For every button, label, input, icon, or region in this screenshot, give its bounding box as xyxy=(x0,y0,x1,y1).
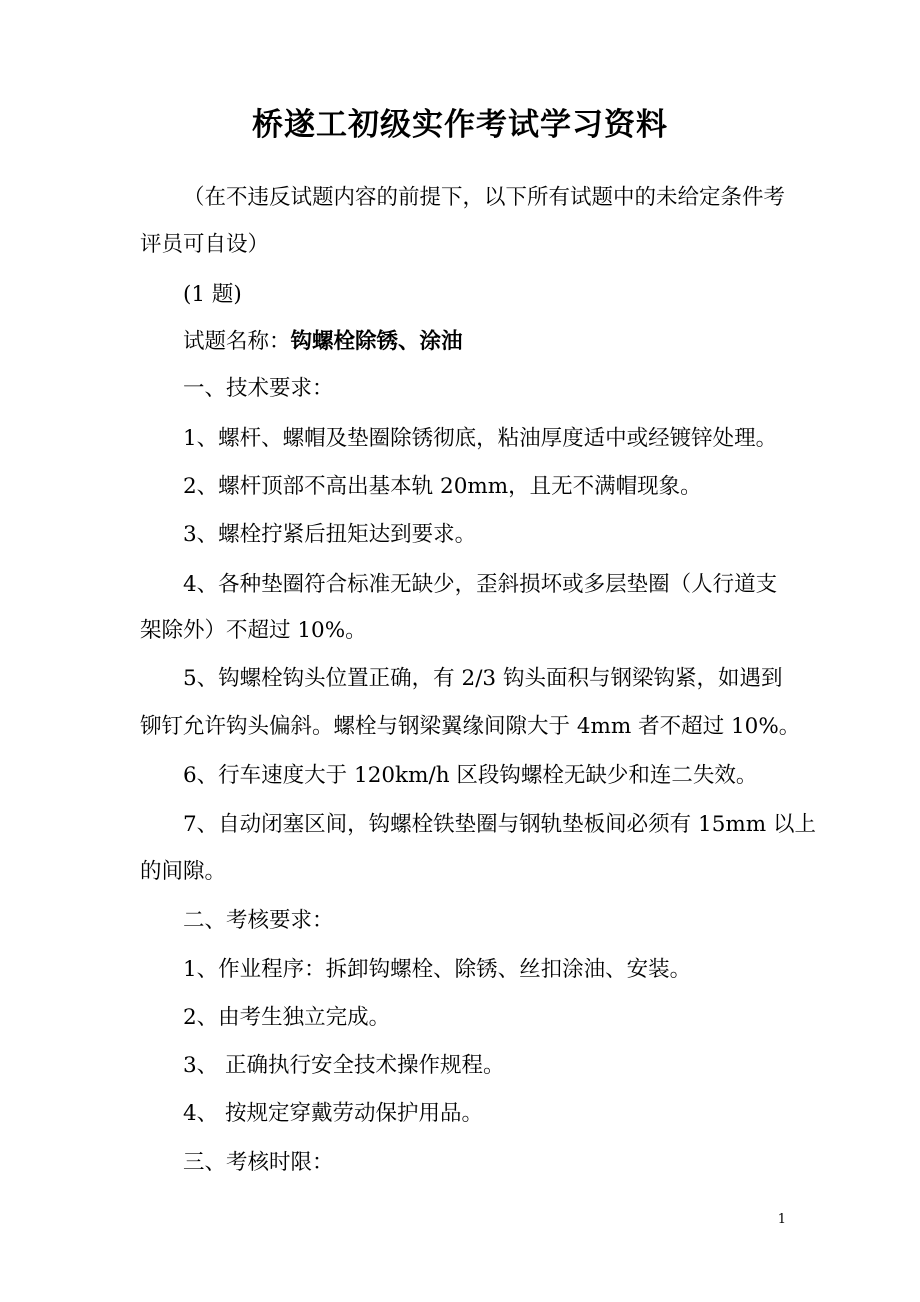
assessment-requirement-1: 1、作业程序：拆卸钩螺栓、除锈、丝扣涂油、安装。 xyxy=(183,957,692,982)
question-name-label: 试题名称： xyxy=(183,329,291,354)
tech-requirement-2: 2、螺杆顶部不高出基本轨 20mm，且无不满帽现象。 xyxy=(183,474,702,499)
question-number: (1 题) xyxy=(183,282,242,307)
question-name-row xyxy=(183,327,828,357)
assessment-requirement-3: 3、 正确执行安全技术操作规程。 xyxy=(183,1053,505,1078)
tech-requirement-4-line-2: 架除外）不超过 10%。 xyxy=(140,618,367,643)
tech-requirement-4-line-1: 4、各种垫圈符合标准无缺少，歪斜损坏或多层垫圈（人行道支 xyxy=(183,572,778,597)
tech-requirement-1: 1、螺杆、螺帽及垫圈除锈彻底，粘油厚度适中或经镀锌处理。 xyxy=(183,426,778,451)
page-number: 1 xyxy=(777,1212,786,1227)
tech-requirement-5-line-1: 5、钩螺栓钩头位置正确，有 2/3 钩头面积与钢梁钩紧，如遇到 xyxy=(183,666,783,691)
document-title: 桥遂工初级实作考试学习资料 xyxy=(252,107,668,143)
tech-requirement-6: 6、行车速度大于 120km/h 区段钩螺栓无缺少和连二失效。 xyxy=(183,763,758,788)
assessment-requirement-2: 2、由考生独立完成。 xyxy=(183,1005,391,1030)
tech-requirement-3: 3、螺栓拧紧后扭矩达到要求。 xyxy=(183,522,477,547)
assessment-requirement-4: 4、 按规定穿戴劳动保护用品。 xyxy=(183,1101,484,1126)
tech-requirement-5-line-2: 铆钉允许钩头偏斜。螺栓与钢梁翼缘间隙大于 4mm 者不超过 10%。 xyxy=(140,714,801,739)
question-name: 钩螺栓除锈、涂油 xyxy=(290,329,463,354)
note-line-2: 评员可自设） xyxy=(140,232,270,257)
section-heading-time-limit: 三、考核时限： xyxy=(183,1150,334,1175)
section-heading-technical: 一、技术要求： xyxy=(183,376,334,401)
tech-requirement-7-line-1: 7、自动闭塞区间，钩螺栓铁垫圈与钢轨垫板间必须有 15mm 以上 xyxy=(183,812,816,837)
note-line-1: （在不违反试题内容的前提下，以下所有试题中的未给定条件考 xyxy=(183,185,786,210)
tech-requirement-7-line-2: 的间隙。 xyxy=(140,859,227,884)
section-heading-assessment: 二、考核要求： xyxy=(183,908,334,933)
